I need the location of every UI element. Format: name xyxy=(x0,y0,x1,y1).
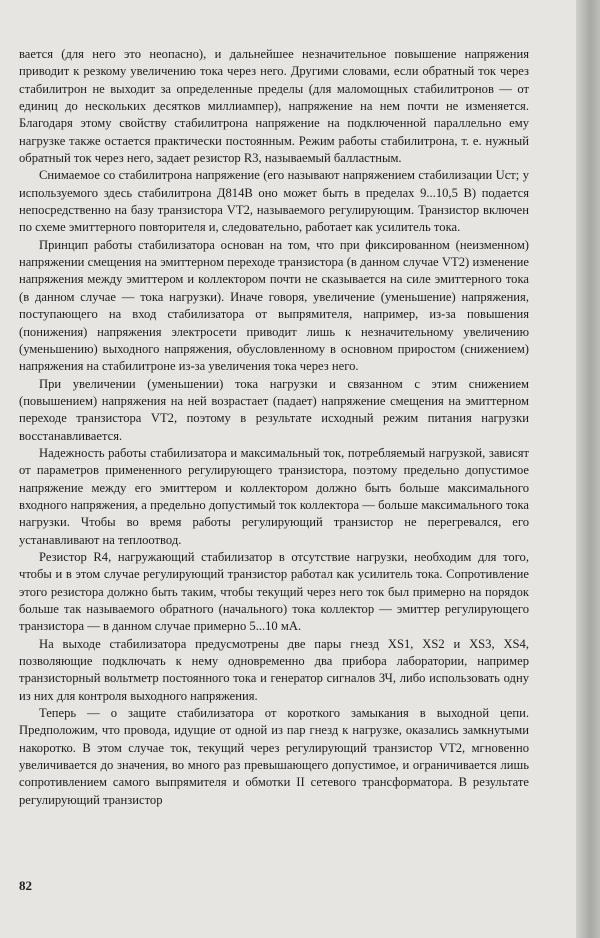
paragraph-reliability: Надежность работы стабилизатора и максимальный ток, потребляемый нагрузкой, зависят от параметров примененного регулирующего транзистора, поэтому предельно допустимое напряжение между его эмиттером и коллектором должно быть больше максимального входного напряжения, а предельно допустимый ток коллектора — больше максимального тока нагрузки. Чтобы во время работы регулирующий транзистор не перегревался, его устанавливают на теплоотвод. xyxy=(19,445,529,547)
paragraph-short-circuit-protection: Теперь — о защите стабилизатора от короткого замыкания в выходной цепи. Предположим, что провода, идущие от одной из пар гнезд к нагрузке, оказались замкнутыми накоротко. В этом случае ток, текущий через регулирующий транзистор VT2, мгновенно увеличивается до значения, во много раз превышающего допустимое, и ограничивается лишь сопротивлением самого выпрямителя и обмотки II сетевого трансформатора. В результате регулирующий транзистор xyxy=(19,706,529,807)
paragraph-operating-principle: Принцип работы стабилизатора основан на том, что при фиксированном (неизменном) напряжении смещения на эмиттерном переходе транзистора (в данном случае VT2) изменение напряжения между эмиттером и коллектором почти не сказывается на силе эмиттерного тока (в данном случае — тока нагрузки). Иначе говоря, увеличение (уменьшение) напряжения, поступающего на вход стабилизатора от выпрямителя, например, из-за повышения (понижения) напряжения электросети приводит лишь к незначительному увеличению (уменьшению) выходного напряжения, обусловленному в основном приростом (снижением) напряжения на стабилитроне из-за увеличения тока через него. xyxy=(19,237,529,374)
paragraph-output-sockets: На выходе стабилизатора предусмотрены две пары гнезд XS1, XS2 и XS3, XS4, позволяющие подключать к нему одновременно два прибора лаборатории, например транзисторный вольтметр постоянного тока и генератор сигналов ЗЧ, либо использовать одну из них для контроля выходного напряжения. xyxy=(19,636,529,703)
body-text xyxy=(19,46,529,809)
paragraph-resistor-r4: Резистор R4, нагружающий стабилизатор в отсутствие нагрузки, необходим для того, чтобы и в этом случае регулирующий транзистор работал как усилитель тока. Сопротивление этого резистора должно быть таким, чтобы текущий через него ток был примерно на порядок больше так называемого обратного (начального) тока коллектор — эмиттер регулирующего транзистора — в данном случае примерно 5...10 мА. xyxy=(19,549,529,634)
paragraph-load-current-change: При увеличении (уменьшении) тока нагрузки и связанном с этим снижением (повышением) напряжения на ней возрастает (падает) напряжение смещения на эмиттерном переходе транзистора VT2, поэтому в результате исходный режим питания нагрузки восстанавливается. xyxy=(19,376,529,443)
page-edge-shadow xyxy=(576,0,600,938)
page-number: 82 xyxy=(19,878,32,893)
paragraph-stabilization-voltage: Снимаемое со стабилитрона напряжение (его называют напряжением стабилизации Uст; у используемого здесь стабилитрона Д814В оно может быть в пределах 9...10,5 В) подается непосредственно на базу транзистора VT2, называемого регулирующим. Транзистор включен по схеме эмиттерного повторителя и, следовательно, работает как усилитель тока. xyxy=(19,168,529,235)
paragraph-continuation: вается (для него это неопасно), и дальнейшее незначительное повышение напряжения приводит к резкому увеличению тока через него. Другими словами, если обратный ток через стабилитрон не выходит за определенные пределы (для маломощных стабилитронов — от единиц до нескольких десятков миллиампер), напряжение на нем почти не изменяется. Благодаря этому свойству стабилитрона напряжение на подключенной параллельно ему нагрузке также остается практически постоянным. Режим работы стабилитрона, т. е. нужный обратный ток через него, задает резистор R3, называемый балластным. xyxy=(19,47,529,166)
